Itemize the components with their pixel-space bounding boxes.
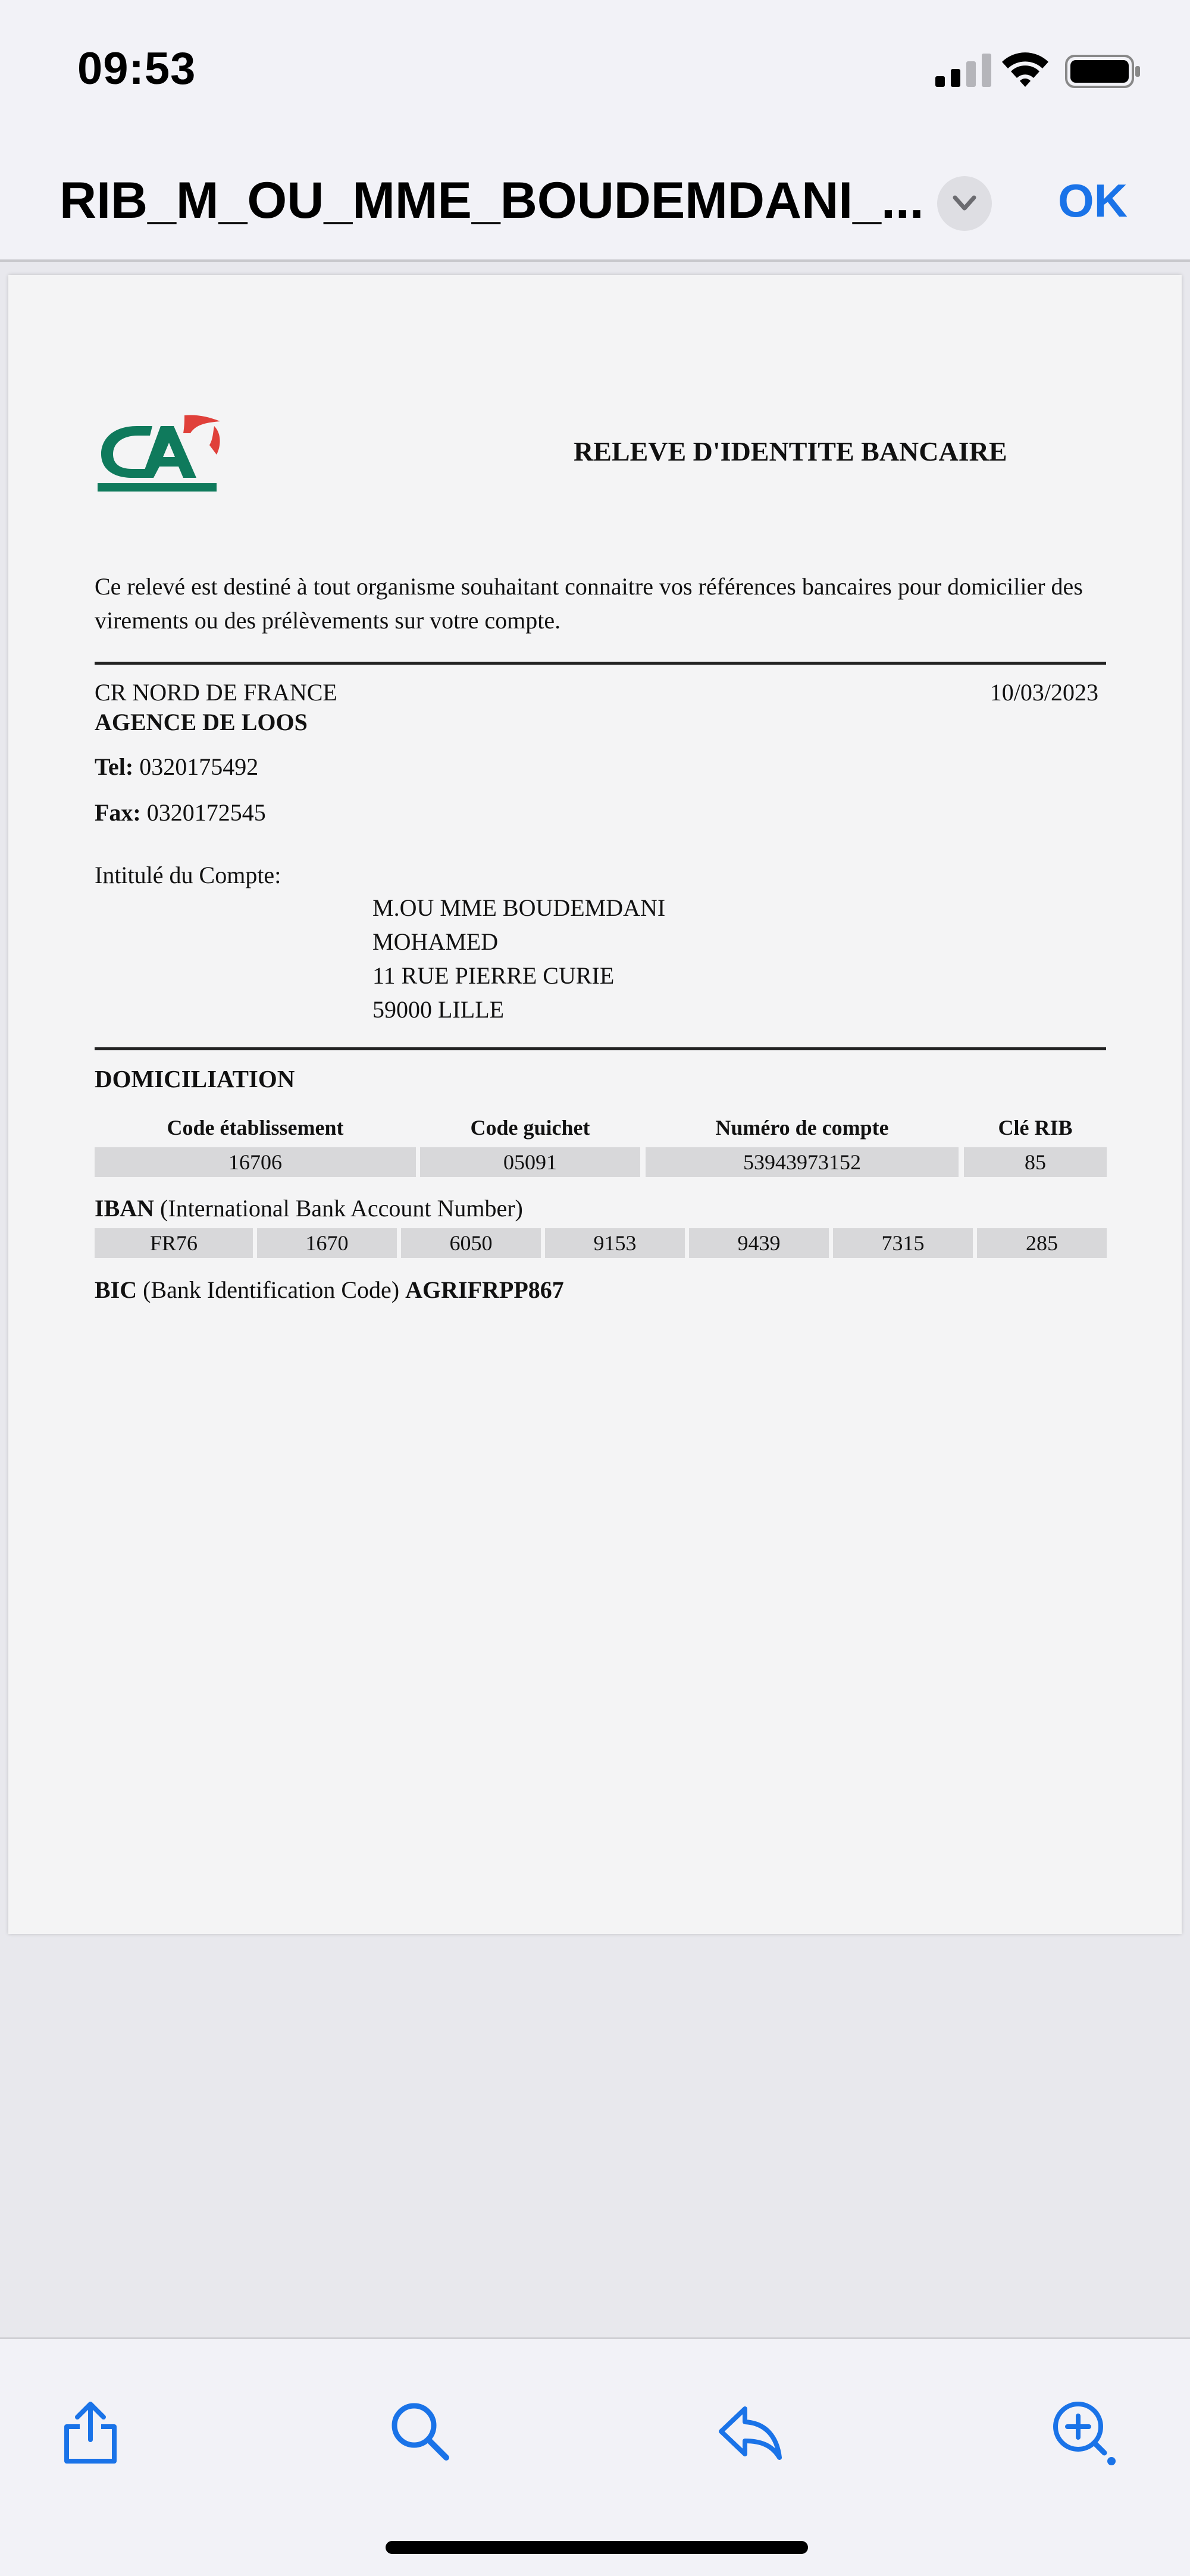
document-page [8, 275, 1182, 1934]
rib-cell: 05091 [420, 1147, 640, 1177]
fax-value: 0320172545 [146, 799, 266, 826]
divider [95, 1047, 1106, 1050]
ok-button[interactable]: OK [1058, 174, 1128, 227]
search-icon[interactable] [384, 2396, 456, 2467]
document-date: 10/03/2023 [989, 679, 1098, 706]
iban-cell: 7315 [833, 1228, 973, 1258]
bottom-toolbar [0, 2337, 1190, 2576]
status-bar [0, 0, 1190, 137]
iban-label: IBAN [95, 1195, 155, 1222]
holder-line: MOHAMED [372, 928, 499, 955]
rib-cell: 16706 [95, 1147, 416, 1177]
iban-cell: FR76 [95, 1228, 253, 1258]
domiciliation-label: DOMICILIATION [95, 1065, 295, 1093]
status-time: 09:53 [77, 43, 196, 94]
reply-icon[interactable] [714, 2396, 785, 2467]
bank-region: CR NORD DE FRANCE [95, 679, 337, 706]
tel-line [95, 753, 258, 781]
home-indicator [386, 2541, 808, 2554]
rib-cell: 85 [964, 1147, 1107, 1177]
bic-line [95, 1276, 564, 1304]
tel-value: 0320175492 [139, 753, 259, 780]
rib-header: Numéro de compte [715, 1116, 889, 1140]
rib-header: Clé RIB [998, 1116, 1073, 1140]
iban-cell: 285 [977, 1228, 1107, 1258]
iban-cell: 9153 [545, 1228, 685, 1258]
agency-name: AGENCE DE LOOS [95, 709, 308, 735]
wifi-icon [1000, 49, 1051, 88]
title-menu-button[interactable] [937, 176, 992, 231]
account-holder [372, 891, 665, 1026]
iban-description: (International Bank Account Number) [160, 1195, 523, 1222]
iban-label-line [95, 1194, 523, 1222]
rib-cell: 53943973152 [646, 1147, 959, 1177]
chevron-down-icon [951, 193, 978, 214]
holder-line: 59000 LILLE [372, 996, 505, 1023]
markup-icon[interactable] [1047, 2396, 1119, 2467]
tel-label: Tel: [95, 753, 134, 780]
cellular-signal-icon [935, 54, 992, 87]
iban-cell: 1670 [257, 1228, 397, 1258]
holder-line: 11 RUE PIERRE CURIE [372, 962, 615, 989]
rib-header: Code établissement [167, 1116, 344, 1140]
document-heading: RELEVE D'IDENTITE BANCAIRE [574, 436, 1007, 467]
holder-line: M.OU MME BOUDEMDANI [372, 894, 666, 921]
battery-icon [1065, 55, 1142, 88]
account-title-label: Intitulé du Compte: [95, 862, 281, 888]
fax-line [95, 799, 266, 827]
fax-label: Fax: [95, 799, 141, 826]
document-title: RIB_M_OU_MME_BOUDEMDANI_... [60, 172, 924, 229]
rib-header: Code guichet [470, 1116, 590, 1140]
iban-cell: 6050 [401, 1228, 541, 1258]
divider [95, 662, 1106, 665]
document-nav-bar [0, 137, 1190, 262]
intro-text: Ce relevé est destiné à tout organisme souhaitant connaitre vos références bancaires pour domicilier des virements ou des prélèvements sur votre compte. [95, 573, 1083, 634]
share-icon[interactable] [55, 2396, 126, 2467]
bic-description: (Bank Identification Code) [143, 1276, 400, 1303]
bic-value: AGRIFRPP867 [405, 1276, 564, 1303]
iban-cell: 9439 [689, 1228, 829, 1258]
bic-label: BIC [95, 1276, 137, 1303]
credit-agricole-logo [95, 409, 226, 499]
